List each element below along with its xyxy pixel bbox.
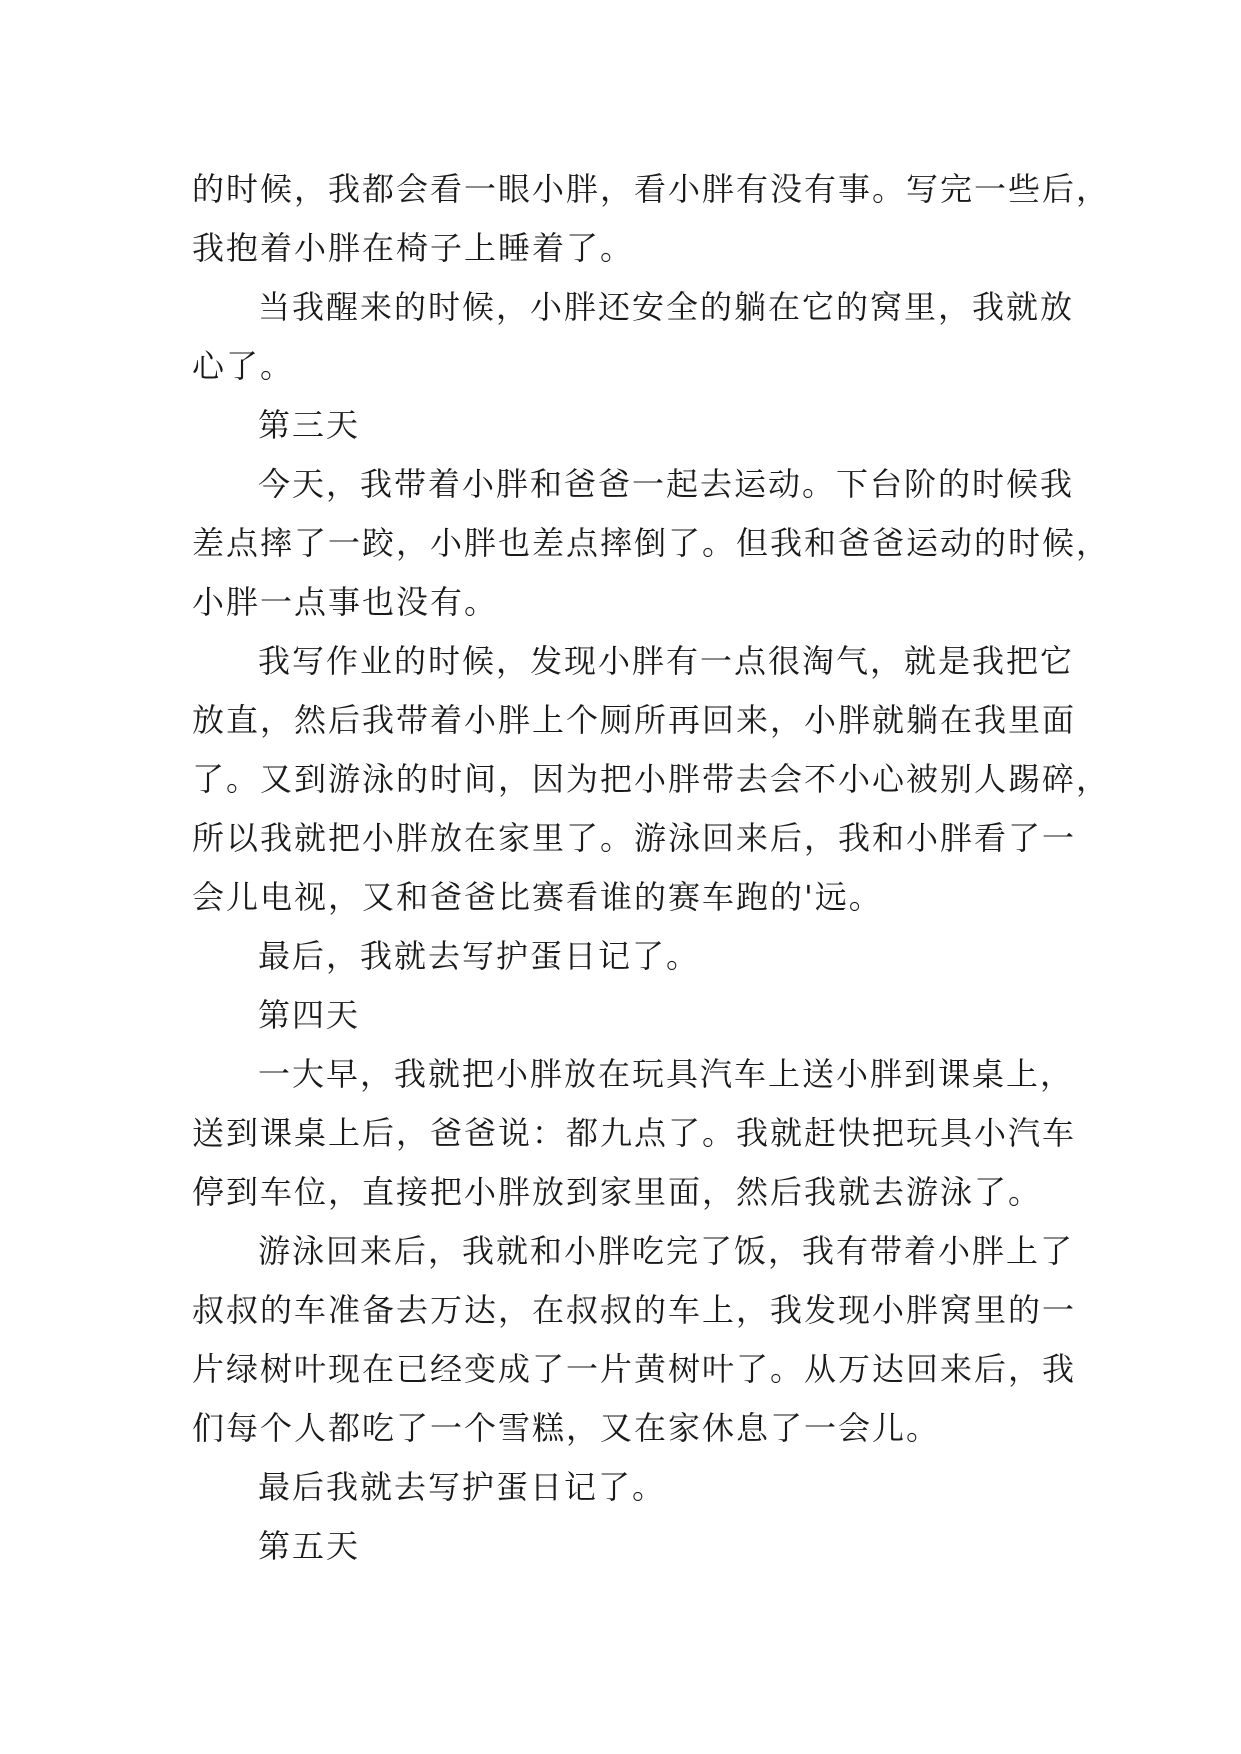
text-line: 差点摔了一跤，小胖也差点摔倒了。但我和爸爸运动的时候， [192, 524, 1111, 562]
text-line: 的时候，我都会看一眼小胖，看小胖有没有事。写完一些后， [192, 170, 1111, 208]
text-line: 我写作业的时候，发现小胖有一点很淘气，就是我把它 [258, 642, 1075, 680]
text-line: 所以我就把小胖放在家里了。游泳回来后，我和小胖看了一 [192, 819, 1077, 857]
text-line: 最后我就去写护蛋日记了。 [258, 1468, 667, 1506]
text-line: 送到课桌上后，爸爸说：都九点了。我就赶快把玩具小汽车 [192, 1114, 1077, 1152]
section-heading: 第三天 [258, 406, 361, 444]
text-line: 片绿树叶现在已经变成了一片黄树叶了。从万达回来后，我 [192, 1350, 1077, 1388]
text-line: 停到车位，直接把小胖放到家里面，然后我就去游泳了。 [192, 1173, 1043, 1211]
text-line: 放直，然后我带着小胖上个厕所再回来，小胖就躺在我里面 [192, 701, 1077, 739]
section-heading: 第四天 [258, 996, 361, 1034]
text-line: 会儿电视，又和爸爸比赛看谁的赛车跑的'远。 [192, 878, 883, 916]
text-line: 们每个人都吃了一个雪糕，又在家休息了一会儿。 [192, 1409, 941, 1447]
text-line: 心了。 [192, 347, 295, 385]
section-heading: 第五天 [258, 1527, 361, 1565]
text-line: 最后，我就去写护蛋日记了。 [258, 937, 701, 975]
text-line: 当我醒来的时候，小胖还安全的躺在它的窝里，我就放 [258, 288, 1075, 326]
text-line: 游泳回来后，我就和小胖吃完了饭，我有带着小胖上了 [258, 1232, 1075, 1270]
document-body [192, 160, 1111, 1576]
text-line: 今天，我带着小胖和爸爸一起去运动。下台阶的时候我 [258, 465, 1075, 503]
text-line: 了。又到游泳的时间，因为把小胖带去会不小心被别人踢碎， [192, 760, 1111, 798]
text-line: 一大早，我就把小胖放在玩具汽车上送小胖到课桌上， [258, 1055, 1075, 1093]
text-line: 我抱着小胖在椅子上睡着了。 [192, 229, 635, 267]
text-line: 叔叔的车准备去万达，在叔叔的车上，我发现小胖窝里的一 [192, 1291, 1077, 1329]
text-line: 小胖一点事也没有。 [192, 583, 499, 621]
